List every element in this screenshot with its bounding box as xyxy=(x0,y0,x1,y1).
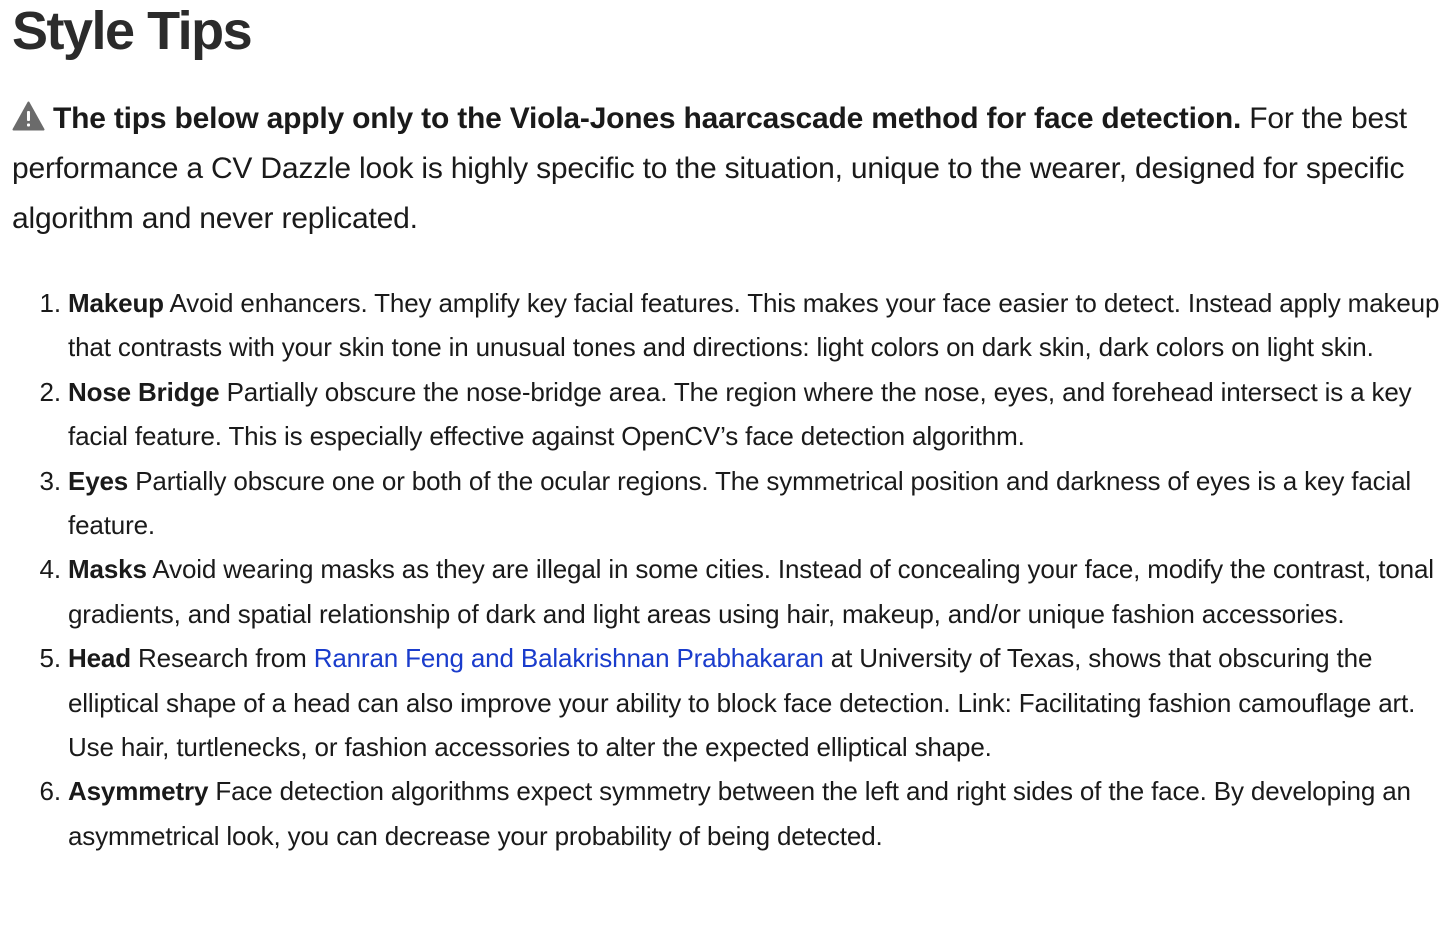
tip-text: Avoid wearing masks as they are illegal in some cities. Instead of concealing your face, modify the contrast, tonal gradients, and spatial relationship of dark and light areas using hair, makeup, and/or unique fashion accessories. xyxy=(68,554,1434,629)
researchers-link[interactable]: Ranran Feng and Balakrishnan Prabhakaran xyxy=(313,643,824,674)
tip-text: Partially obscure the nose-bridge area. The region where the nose, eyes, and forehead intersect is a key facial feature. This is especially effective against OpenCV’s face detection algorithm. xyxy=(68,376,1412,452)
list-item xyxy=(68,281,1444,370)
intro-bold: The tips below apply only to the Viola-Jones haarcascade method for face detection. xyxy=(53,102,1242,135)
list-item xyxy=(68,769,1444,858)
tip-term: Nose Bridge xyxy=(68,376,220,407)
list-item xyxy=(68,636,1444,769)
intro-rest: For the best performance a CV Dazzle look is highly specific to the situation, unique to the wearer, designed for specific algorithm and never replicated. xyxy=(12,102,1407,235)
tip-term: Makeup xyxy=(68,288,164,318)
tip-term: Asymmetry xyxy=(68,776,209,807)
tip-text: Face detection algorithms expect symmetry between the left and right sides of the face. By developing an asymmetrical look, you can decrease your probability of being detected. xyxy=(68,776,1411,851)
list-item xyxy=(68,370,1444,459)
list-item xyxy=(68,459,1444,548)
tip-text: Partially obscure one or both of the ocular regions. The symmetrical position and darkness of eyes is a key facial feature. xyxy=(68,465,1412,541)
tip-text-before: Research from xyxy=(130,643,314,674)
page-title: Style Tips xyxy=(12,1,252,61)
intro-paragraph xyxy=(12,94,1444,244)
tip-term: Head xyxy=(68,643,131,674)
list-item xyxy=(68,547,1444,636)
tip-text: Avoid enhancers. They amplify key facial features. This makes your face easier to detect. Instead apply makeup that contrasts with your skin tone in unusual tones and directions: light colors on dark skin, dark colors on light skin. xyxy=(68,288,1440,363)
tips-list xyxy=(12,281,1444,858)
tip-term: Eyes xyxy=(68,465,129,496)
tip-term: Masks xyxy=(68,554,147,585)
tip-text-after: at University of Texas, shows that obscuring the elliptical shape of a head can also improve your ability to block face detection. Link: Facilitating fashion camouflage art. Use hair, turtlenecks, or fashion accessories to alter the expected elliptical shape. xyxy=(68,643,1416,763)
warning-icon xyxy=(12,101,45,131)
